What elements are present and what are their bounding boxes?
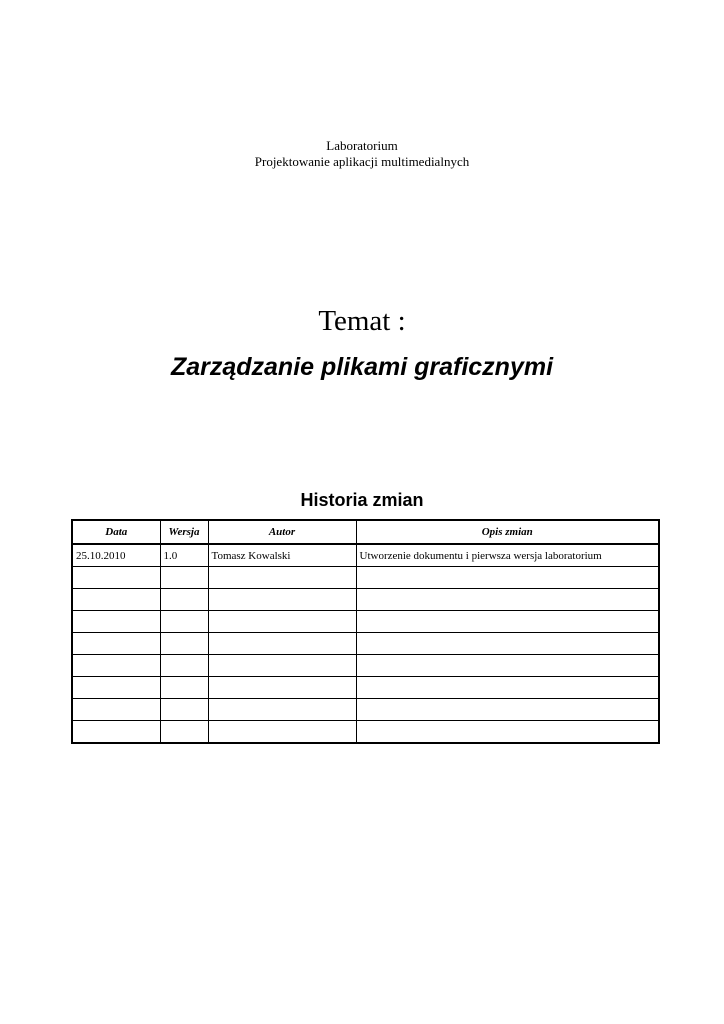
cell-data: 25.10.2010 (72, 544, 160, 567)
cell-wersja (160, 699, 208, 721)
cell-data (72, 655, 160, 677)
cell-data (72, 567, 160, 589)
header-course-name: Projektowanie aplikacji multimedialnych (254, 154, 470, 169)
table-row (72, 567, 659, 589)
cell-autor (208, 567, 356, 589)
cell-data (72, 677, 160, 699)
cell-wersja: 1.0 (160, 544, 208, 567)
cell-wersja (160, 655, 208, 677)
cell-wersja (160, 611, 208, 633)
cell-wersja (160, 567, 208, 589)
cell-data (72, 611, 160, 633)
cell-autor (208, 699, 356, 721)
cell-opis (356, 655, 659, 677)
table-row (72, 633, 659, 655)
cell-opis (356, 721, 659, 744)
history-header-row (72, 520, 659, 544)
cell-wersja (160, 677, 208, 699)
cell-autor (208, 677, 356, 699)
cell-opis (356, 677, 659, 699)
cell-wersja (160, 633, 208, 655)
column-header-data: Data (72, 520, 160, 544)
cell-opis: Utworzenie dokumentu i pierwsza wersja laboratorium (356, 544, 659, 567)
column-header-autor: Autor (208, 520, 356, 544)
history-body (72, 544, 659, 743)
cell-autor (208, 721, 356, 744)
cell-autor (208, 655, 356, 677)
column-header-opis: Opis zmian (356, 520, 659, 544)
cell-autor (208, 589, 356, 611)
table-row (72, 677, 659, 699)
cell-data (72, 633, 160, 655)
cell-autor: Tomasz Kowalski (208, 544, 356, 567)
history-table (71, 519, 660, 744)
cell-data (72, 721, 160, 744)
cell-wersja (160, 721, 208, 744)
cell-wersja (160, 589, 208, 611)
table-row (72, 699, 659, 721)
table-row (72, 589, 659, 611)
cell-data (72, 589, 160, 611)
table-row (72, 721, 659, 744)
cell-opis (356, 611, 659, 633)
table-row (72, 611, 659, 633)
cell-opis (356, 567, 659, 589)
cell-opis (356, 633, 659, 655)
header-lab-label: Laboratorium (326, 138, 398, 153)
cell-opis (356, 589, 659, 611)
cell-autor (208, 611, 356, 633)
cell-autor (208, 633, 356, 655)
table-row (72, 655, 659, 677)
table-row (72, 544, 659, 567)
page-header (0, 138, 724, 170)
column-header-wersja: Wersja (160, 520, 208, 544)
topic-label: Temat : (318, 305, 406, 337)
cell-data (72, 699, 160, 721)
topic-title: Zarządzanie plikami graficznymi (170, 353, 554, 381)
cell-opis (356, 699, 659, 721)
history-title: Historia zmian (300, 490, 424, 510)
